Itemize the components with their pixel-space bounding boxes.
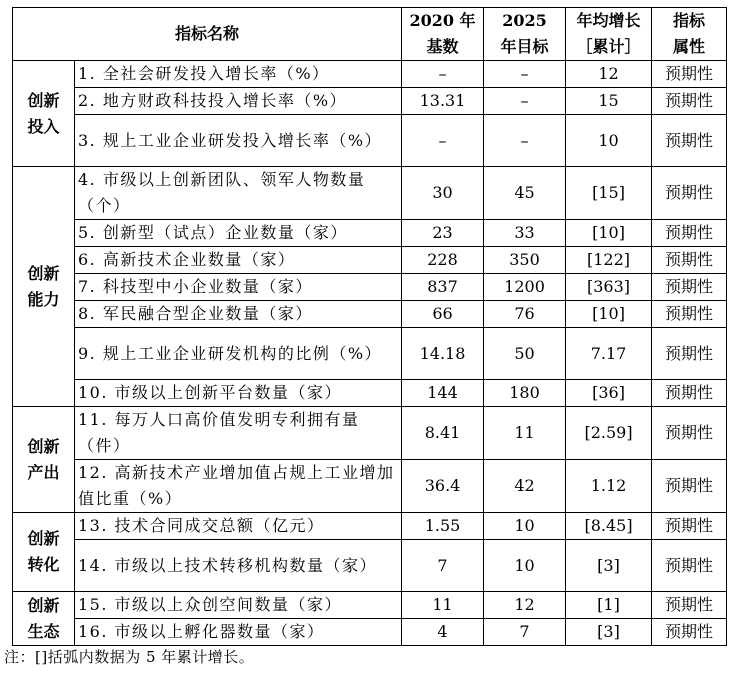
target-value: –	[484, 88, 566, 115]
table-row	[13, 61, 727, 88]
target-value: 180	[484, 380, 566, 407]
growth-value: [3]	[566, 540, 652, 592]
table-row	[13, 619, 727, 646]
table-row	[13, 220, 727, 247]
attribute-value: 预期性	[652, 460, 727, 513]
target-value: 33	[484, 220, 566, 247]
table-row	[13, 115, 727, 167]
header-row	[13, 8, 727, 61]
attribute-value: 预期性	[652, 513, 727, 540]
base-value: 7	[402, 540, 484, 592]
growth-value: [10]	[566, 301, 652, 328]
attribute-value: 预期性	[652, 328, 727, 380]
base-value: 13.31	[402, 88, 484, 115]
attribute-value: 预期性	[652, 274, 727, 301]
indicator-name: 13. 技术合同成交总额（亿元）	[75, 513, 402, 540]
indicator-name: 7. 科技型中小企业数量（家）	[75, 274, 402, 301]
growth-value: [363]	[566, 274, 652, 301]
table-row	[13, 274, 727, 301]
growth-value: 15	[566, 88, 652, 115]
indicator-name: 8. 军民融合型企业数量（家）	[75, 301, 402, 328]
target-value: 7	[484, 619, 566, 646]
target-value: –	[484, 61, 566, 88]
table-row	[13, 513, 727, 540]
attribute-value: 预期性	[652, 247, 727, 274]
category-cell: 创新 转化	[13, 513, 75, 592]
growth-value: [10]	[566, 220, 652, 247]
target-value: 50	[484, 328, 566, 380]
attribute-value: 预期性	[652, 167, 727, 220]
indicator-name: 5. 创新型（试点）企业数量（家）	[75, 220, 402, 247]
indicator-name: 12. 高新技术产业增加值占规上工业增加值比重（%）	[75, 460, 402, 513]
target-value: 76	[484, 301, 566, 328]
attribute-value: 预期性	[652, 220, 727, 247]
base-value: 228	[402, 247, 484, 274]
growth-value: [36]	[566, 380, 652, 407]
indicator-name: 11. 每万人口高价值发明专利拥有量（件）	[75, 407, 402, 460]
indicator-name: 9. 规上工业企业研发机构的比例（%）	[75, 328, 402, 380]
attribute-value: 预期性	[652, 619, 727, 646]
target-value: 10	[484, 540, 566, 592]
attribute-value: 预期性	[652, 407, 727, 460]
table-row	[13, 247, 727, 274]
growth-value: [2.59]	[566, 407, 652, 460]
table-row	[13, 592, 727, 619]
indicator-name: 16. 市级以上孵化器数量（家）	[75, 619, 402, 646]
category-cell: 创新 生态	[13, 592, 75, 646]
base-value: 30	[402, 167, 484, 220]
base-value: 11	[402, 592, 484, 619]
header-name: 指标名称	[13, 8, 402, 61]
base-value: 36.4	[402, 460, 484, 513]
table-row	[13, 328, 727, 380]
attribute-value: 预期性	[652, 540, 727, 592]
base-value: –	[402, 115, 484, 167]
growth-value: 1.12	[566, 460, 652, 513]
target-value: 42	[484, 460, 566, 513]
table-row	[13, 460, 727, 513]
indicator-name: 15. 市级以上众创空间数量（家）	[75, 592, 402, 619]
table-row	[13, 301, 727, 328]
growth-value: [1]	[566, 592, 652, 619]
header-growth: 年均增长 ［累计］	[566, 8, 652, 61]
target-value: –	[484, 115, 566, 167]
target-value: 10	[484, 513, 566, 540]
attribute-value: 预期性	[652, 592, 727, 619]
table-row	[13, 540, 727, 592]
table-row	[13, 167, 727, 220]
base-value: –	[402, 61, 484, 88]
growth-value: [3]	[566, 619, 652, 646]
indicator-name: 4. 市级以上创新团队、领军人物数量（个）	[75, 167, 402, 220]
table-row	[13, 380, 727, 407]
indicator-name: 14. 市级以上技术转移机构数量（家）	[75, 540, 402, 592]
target-value: 11	[484, 407, 566, 460]
target-value: 350	[484, 247, 566, 274]
indicator-name: 6. 高新技术企业数量（家）	[75, 247, 402, 274]
attribute-value: 预期性	[652, 115, 727, 167]
growth-value: 10	[566, 115, 652, 167]
header-base: 2020 年 基数	[402, 8, 484, 61]
growth-value: 7.17	[566, 328, 652, 380]
base-value: 837	[402, 274, 484, 301]
base-value: 23	[402, 220, 484, 247]
attribute-value: 预期性	[652, 61, 727, 88]
growth-value: [8.45]	[566, 513, 652, 540]
indicator-table	[12, 7, 727, 646]
table-row	[13, 88, 727, 115]
indicator-name: 3. 规上工业企业研发投入增长率（%）	[75, 115, 402, 167]
target-value: 1200	[484, 274, 566, 301]
attribute-value: 预期性	[652, 301, 727, 328]
attribute-value: 预期性	[652, 88, 727, 115]
indicator-name: 1. 全社会研发投入增长率（%）	[75, 61, 402, 88]
base-value: 4	[402, 619, 484, 646]
base-value: 1.55	[402, 513, 484, 540]
category-cell: 创新 产出	[13, 407, 75, 513]
category-cell: 创新 投入	[13, 61, 75, 167]
indicator-name: 10. 市级以上创新平台数量（家）	[75, 380, 402, 407]
footnote: 注：[]括弧内数据为 5 年累计增长。	[4, 648, 255, 666]
base-value: 66	[402, 301, 484, 328]
category-cell: 创新 能力	[13, 167, 75, 407]
header-attr: 指标 属性	[652, 8, 727, 61]
growth-value: 12	[566, 61, 652, 88]
attribute-value: 预期性	[652, 380, 727, 407]
base-value: 144	[402, 380, 484, 407]
base-value: 8.41	[402, 407, 484, 460]
table-row	[13, 407, 727, 460]
growth-value: [15]	[566, 167, 652, 220]
target-value: 45	[484, 167, 566, 220]
header-target: 2025 年目标	[484, 8, 566, 61]
growth-value: [122]	[566, 247, 652, 274]
indicator-name: 2. 地方财政科技投入增长率（%）	[75, 88, 402, 115]
base-value: 14.18	[402, 328, 484, 380]
target-value: 12	[484, 592, 566, 619]
